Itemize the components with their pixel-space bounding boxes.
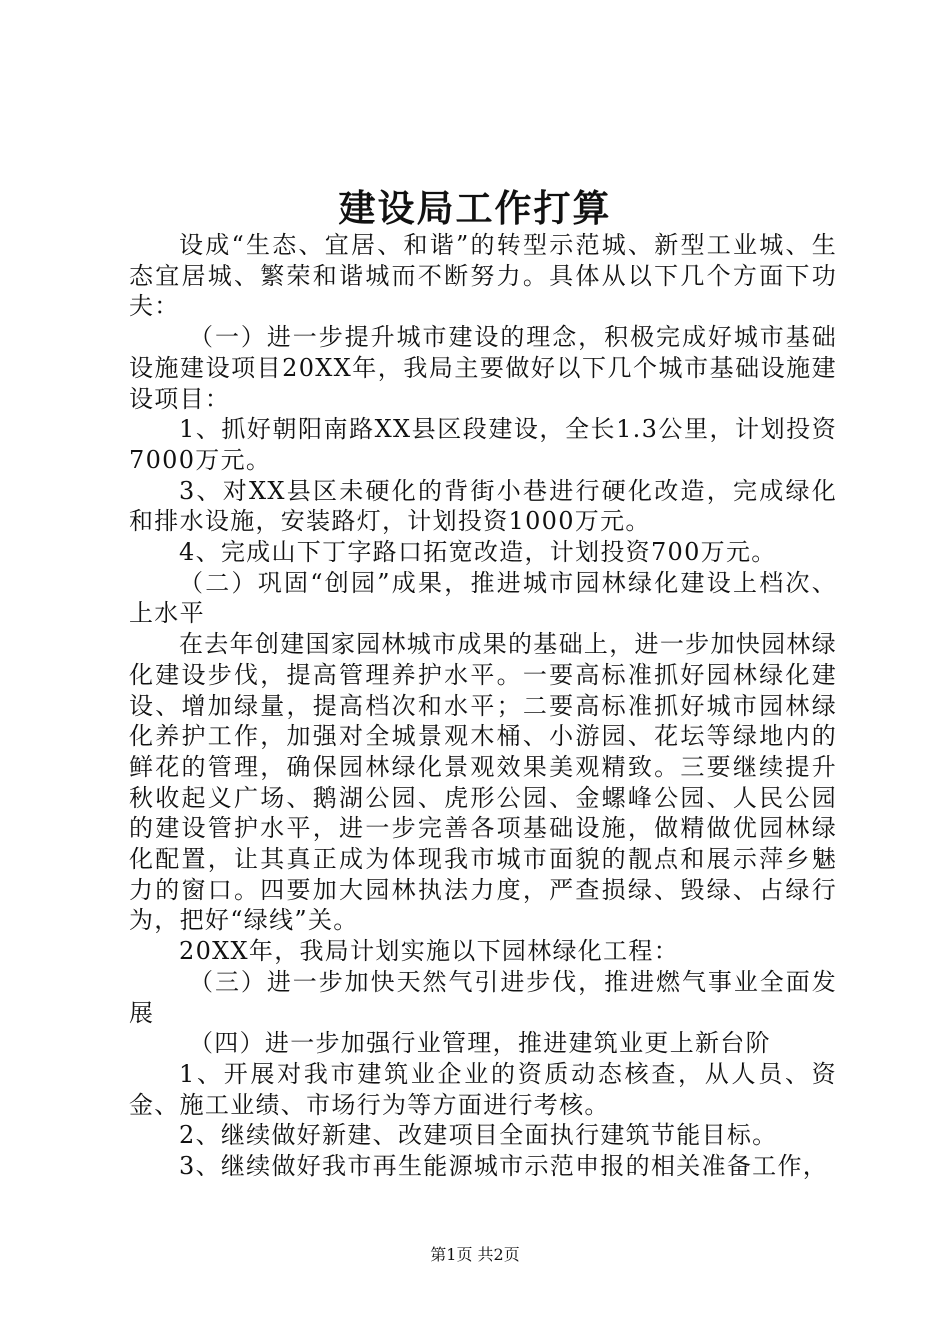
paragraph-section-2-heading: （二）巩固“创园”成果，推进城市园林绿化建设上档次、上水平 [129, 568, 837, 628]
paragraph-industry-item-2: 2、继续做好新建、改建项目全面执行建筑节能目标。 [179, 1121, 778, 1150]
paragraph-intro: 设成“生态、宜居、和谐”的转型示范城、新型工业城、生态宜居城、繁荣和谐城而不断努力。具体从以下几个方面下功夫： [129, 231, 837, 321]
paragraph-greening-plan: 在去年创建国家园林城市成果的基础上，进一步加快园林绿化建设步伐，提高管理养护水平。一要高标准抓好园林绿化建设、增加绿量，提高档次和水平；二要高标准抓好城市园林绿化养护工作，加强对全城景观木桶、小游园、花坛等绿地内的鲜花的管理，确保园林绿化景观效果美观精致。三要继续提升秋收起义广场、鹅湖公园、虎形公园、金螺峰公园、人民公园的建设管护水平，进一步完善各项基础设施，做精做优园林绿化配置，让其真正成为体现我市城市面貌的靓点和展示萍乡魅力的窗口。四要加大园林执法力度，严查损绿、毁绿、占绿行为，把好“绿线”关。 [129, 630, 837, 935]
paragraph-item-1: 1、抓好朝阳南路XX县区段建设，全长1.3公里，计划投资7000万元。 [129, 415, 837, 474]
paragraph-section-1-heading: （一）进一步提升城市建设的理念，积极完成好城市基础设施建设项目20XX年，我局主要做好以下几个城市基础设施建设项目： [129, 323, 837, 413]
paragraph-industry-item-3: 3、继续做好我市再生能源城市示范申报的相关准备工作， [179, 1152, 829, 1181]
paragraph-section-4-heading: （四）进一步加强行业管理，推进建筑业更上新台阶 [189, 1029, 771, 1058]
document-body [129, 230, 837, 1182]
page-title: 建设局工作打算 [338, 186, 612, 230]
page-number-footer: 第1页 共2页 [430, 1245, 520, 1264]
paragraph-item-4: 4、完成山下丁字路口拓宽改造，计划投资700万元。 [179, 538, 777, 567]
paragraph-section-3-heading: （三）进一步加快天然气引进步伐，推进燃气事业全面发展 [129, 967, 837, 1027]
paragraph-item-3: 3、对XX县区未硬化的背街小巷进行硬化改造，完成绿化和排水设施，安装路灯，计划投资1000万元。 [129, 476, 837, 536]
paragraph-greening-projects: 20XX年，我局计划实施以下园林绿化工程： [179, 937, 680, 966]
paragraph-industry-item-1: 1、开展对我市建筑业企业的资质动态核查，从人员、资金、施工业绩、市场行为等方面进行考核。 [129, 1059, 837, 1119]
